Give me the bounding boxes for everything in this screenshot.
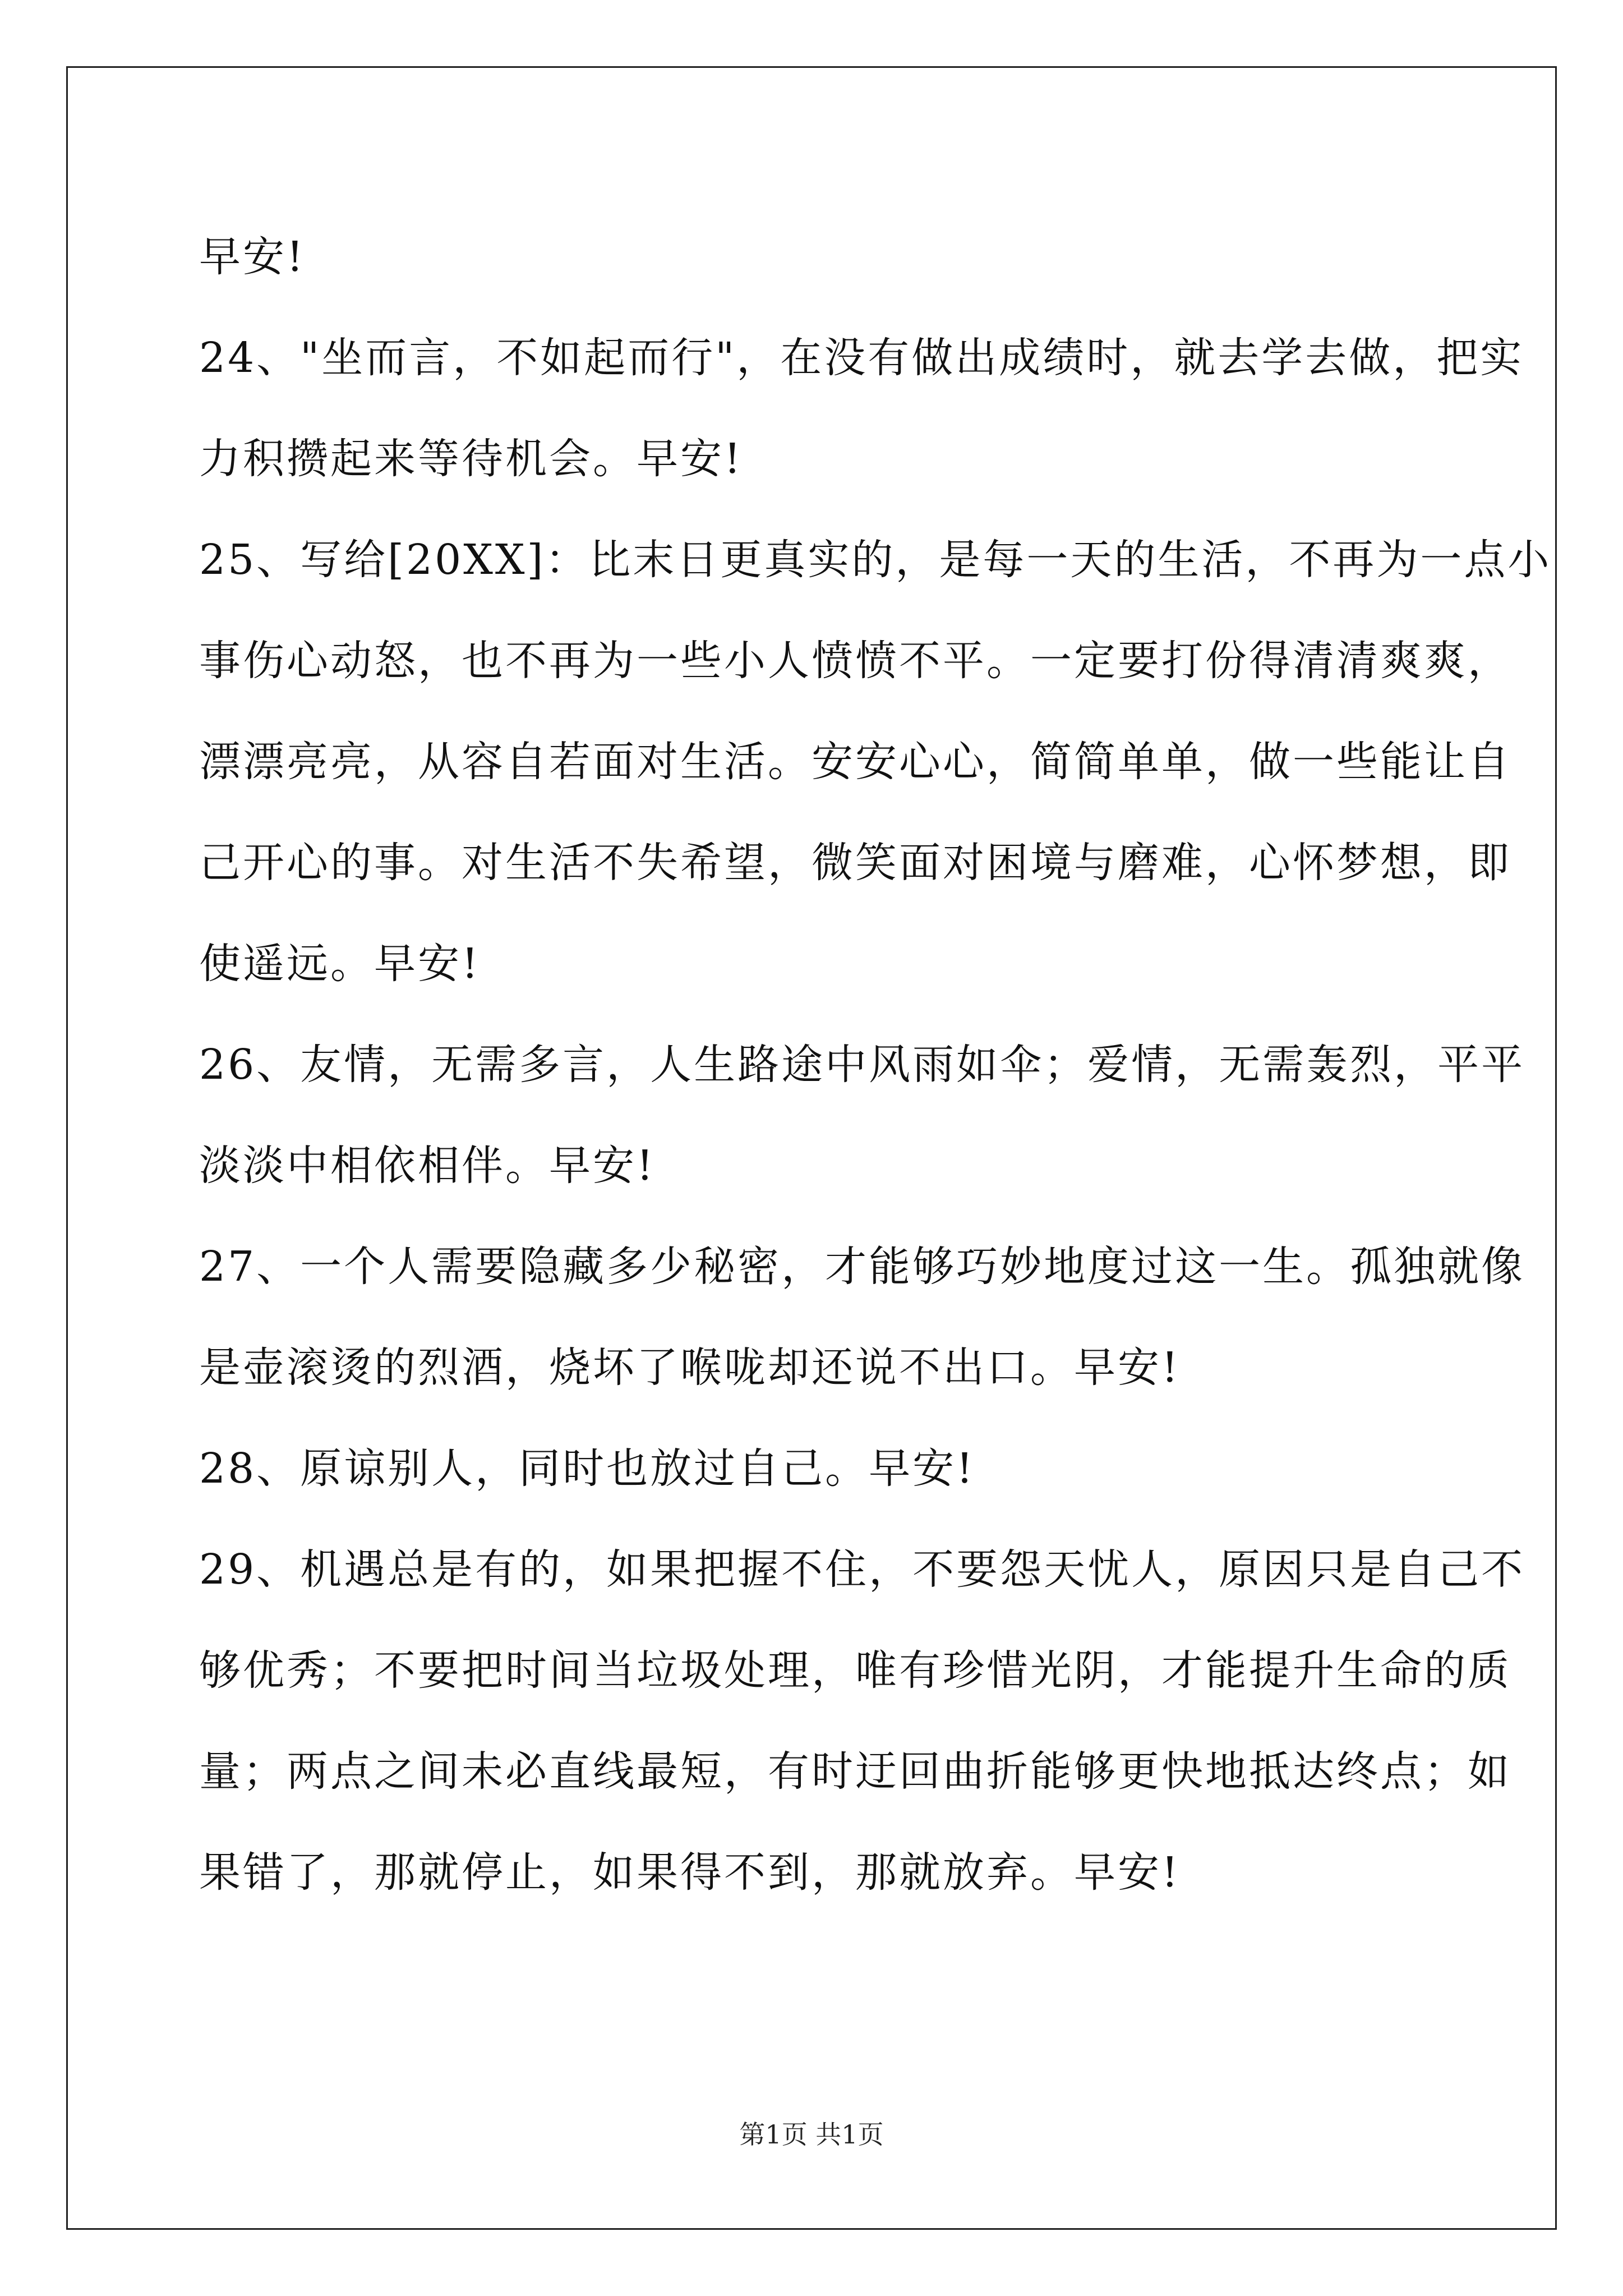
text-line: 漂漂亮亮，从容自若面对生活。安安心心，简简单单，做一些能让自 (199, 738, 1511, 786)
text-line: 量；两点之间未必直线最短，有时迂回曲折能够更快地抵达终点；如 (199, 1747, 1511, 1796)
text-line: 够优秀；不要把时间当垃圾处理，唯有珍惜光阴，才能提升生命的质 (199, 1646, 1511, 1695)
text-line: 25、写给[20XX]：比末日更真实的，是每一天的生活，不再为一点小 (199, 536, 1552, 584)
text-line: 早安! (199, 233, 306, 281)
text-line: 28、原谅别人，同时也放过自己。早安! (199, 1444, 975, 1493)
page-footer: 第1页 共1页 (739, 2119, 884, 2150)
text-line: 事伤心动怒，也不再为一些小人愤愤不平。一定要打份得清清爽爽， (199, 637, 1511, 685)
text-line: 27、一个人需要隐藏多少秘密，才能够巧妙地度过这一生。孤独就像 (199, 1243, 1525, 1291)
document-body (199, 206, 1552, 1923)
text-line: 是壶滚烫的烈酒，烧坏了喉咙却还说不出口。早安! (199, 1343, 1181, 1392)
text-line: 果错了，那就停止，如果得不到，那就放弃。早安! (199, 1848, 1181, 1897)
text-line: 使遥远。早安! (199, 940, 481, 988)
text-line: 己开心的事。对生活不失希望，微笑面对困境与磨难，心怀梦想，即 (199, 839, 1511, 887)
text-line: 29、机遇总是有的，如果把握不住，不要怨天忧人，原因只是自己不 (199, 1545, 1525, 1594)
text-line: 26、友情，无需多言，人生路途中风雨如伞；爱情，无需轰烈，平平 (199, 1041, 1525, 1089)
text-line: 淡淡中相依相伴。早安! (199, 1142, 656, 1190)
text-line: 24、"坐而言，不如起而行"，在没有做出成绩时，就去学去做，把实 (199, 334, 1524, 382)
text-line: 力积攒起来等待机会。早安! (199, 435, 743, 483)
